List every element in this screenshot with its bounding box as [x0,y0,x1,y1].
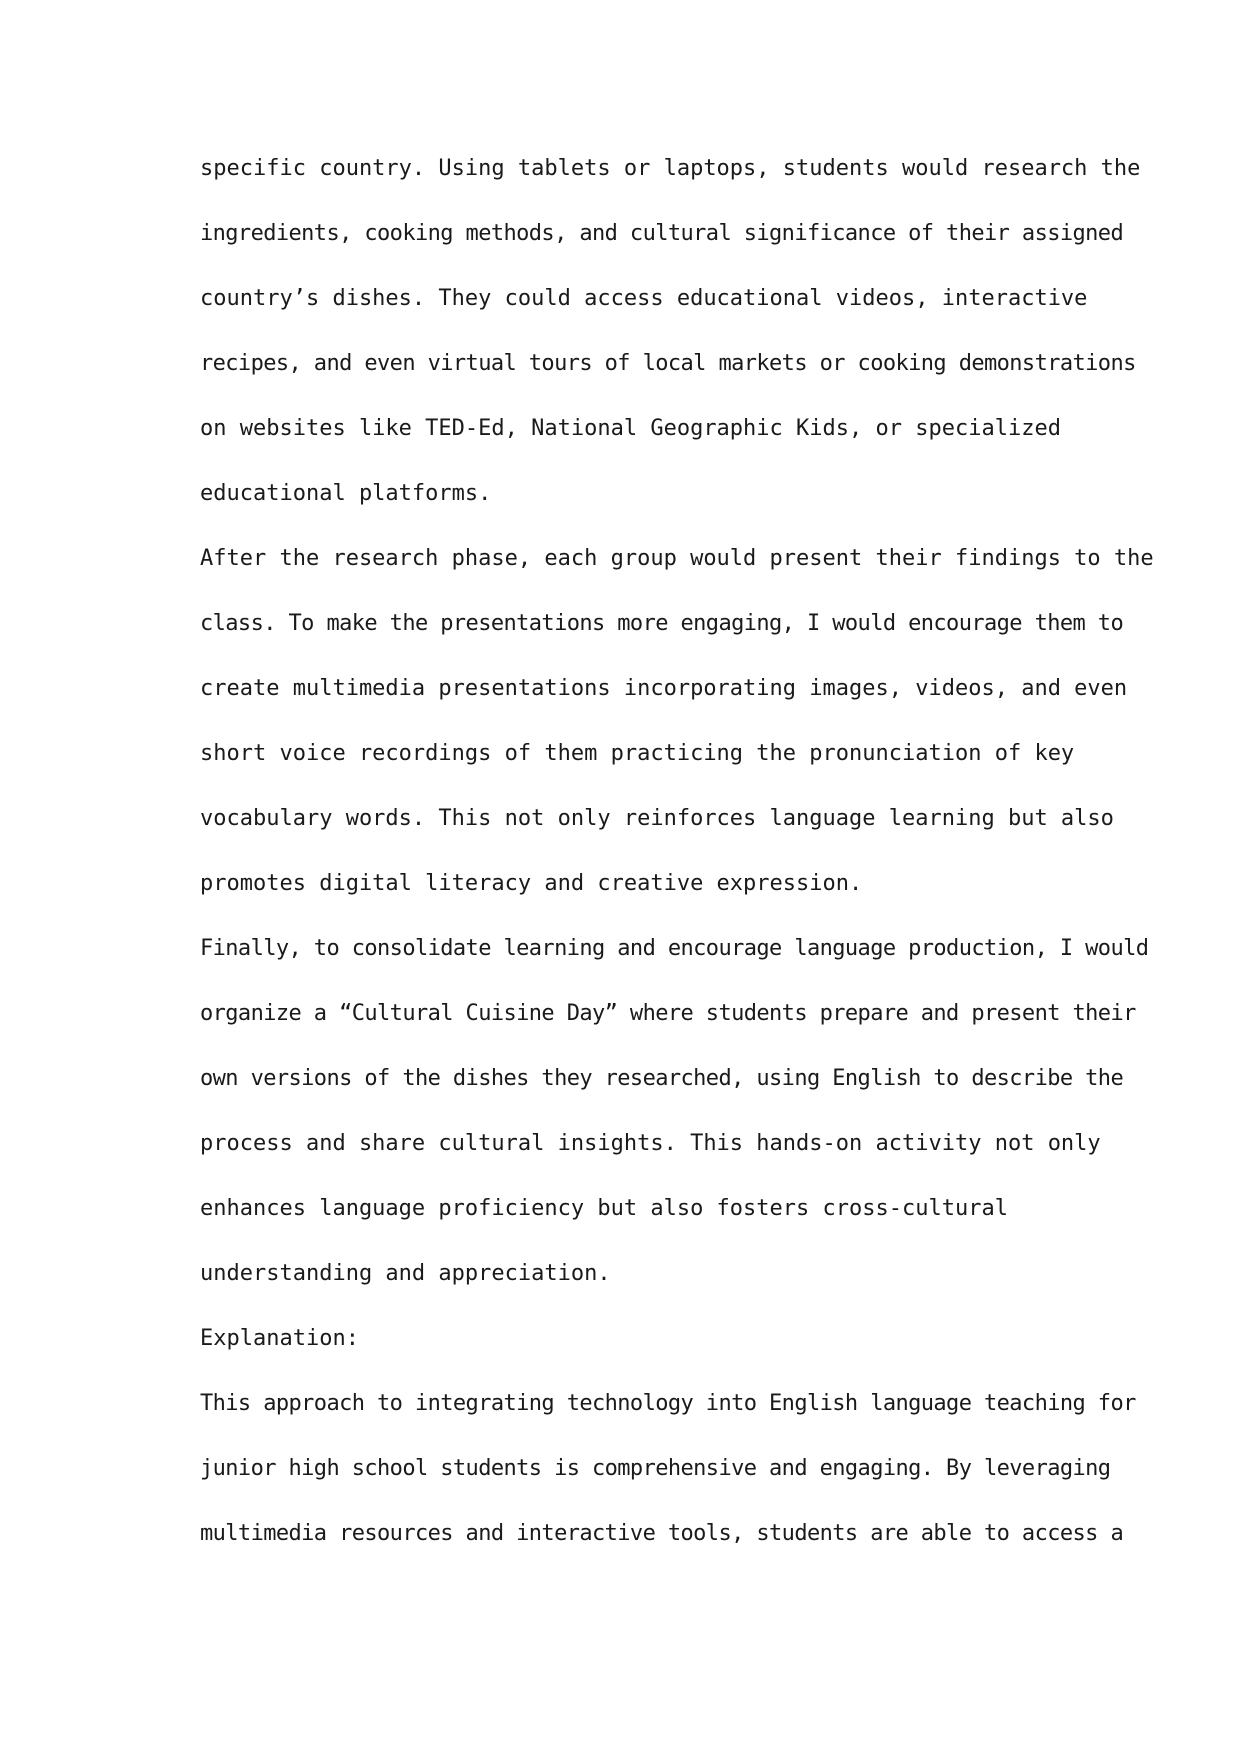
text-line: junior high school students is comprehensive and engaging. By leveraging [200,1456,1111,1481]
text-line: enhances language proficiency but also fosters cross-cultural [200,1196,1008,1221]
text-line: promotes digital literacy and creative expression. [200,871,863,896]
text-line: create multimedia presentations incorporating images, videos, and even [200,676,1128,701]
text-line: on websites like TED-Ed, National Geographic Kids, or specialized [200,416,1061,441]
text-line: process and share cultural insights. This hands-on activity not only [200,1131,1101,1156]
text-line: understanding and appreciation. [200,1261,611,1286]
text-line: multimedia resources and interactive tools, students are able to access a [200,1521,1124,1546]
text-line: vocabulary words. This not only reinforces language learning but also [200,806,1114,831]
text-line: specific country. Using tablets or laptops, students would research the [200,156,1141,181]
body-text [200,136,1154,1566]
text-line: class. To make the presentations more engaging, I would encourage them to [200,611,1124,636]
text-line: recipes, and even virtual tours of local markets or cooking demonstrations [200,351,1136,376]
text-line: organize a “Cultural Cuisine Day” where students prepare and present their [200,1001,1136,1026]
text-line: This approach to integrating technology into English language teaching for [200,1391,1136,1416]
text-line: ingredients, cooking methods, and cultural significance of their assigned [200,221,1124,246]
text-line: After the research phase, each group would present their findings to the [200,546,1154,571]
text-line: own versions of the dishes they researched, using English to describe the [200,1066,1124,1091]
text-line: educational platforms. [200,481,492,506]
section-heading: Explanation: [200,1326,359,1351]
text-line: country’s dishes. They could access educational videos, interactive [200,286,1088,311]
text-line: short voice recordings of them practicing the pronunciation of key [200,741,1075,766]
text-line: Finally, to consolidate learning and encourage language production, I would [200,936,1149,961]
